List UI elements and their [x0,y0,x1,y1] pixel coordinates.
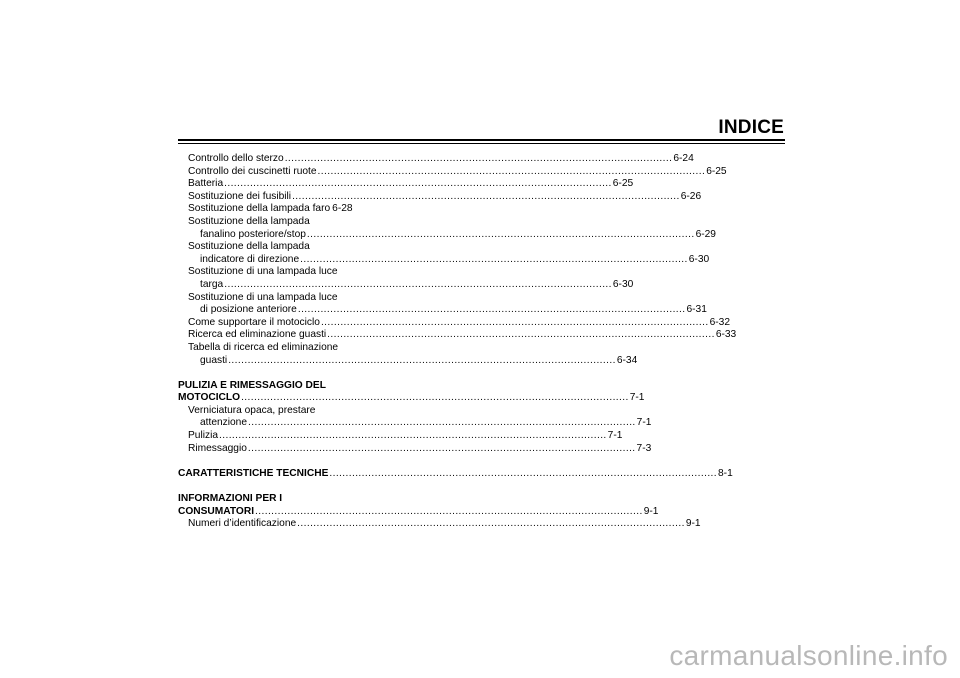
toc-entry-identificazione[interactable]: Numeri d’identificazione ........................................................................................................................ 9-1 [188,518,701,530]
leader-dots: ........................................................................................................................ [306,228,695,240]
header-rule-thick [178,139,785,141]
leader-dots: ........................................................................................................................ [255,505,643,517]
toc-entry-targa[interactable]: targa ........................................................................................................................ 6-30 [200,278,634,290]
toc-entry-verniciatura-line1[interactable]: Verniciatura opaca, prestare [188,404,316,416]
page-title: INDICE [718,117,784,138]
spacer [178,455,352,468]
toc-entry-ricerca-guasti[interactable]: Ricerca ed eliminazione guasti ........................................................................................................................ 6-33 [188,329,737,341]
toc-section-pulizia-line1[interactable]: PULIZIA E RIMESSAGGIO DEL [178,379,326,391]
leader-dots: ........................................................................................................................ [317,165,706,177]
toc-section-informazioni-line1[interactable]: INFORMAZIONI PER I [178,493,283,505]
leader-dots: ........................................................................................................................ [248,417,636,429]
toc-entry-posizione-line1[interactable]: Sostituzione di una lampada luce [188,291,338,303]
leader-dots: ........................................................................................................................ [327,329,715,341]
toc-entry-rimessaggio[interactable]: Rimessaggio ........................................................................................................................ 7-3 [188,442,652,454]
leader-dots: ........................................................................................................................ [297,518,685,530]
header-rule-thin [178,143,785,144]
toc-entry-fanalino-line1[interactable]: Sostituzione della lampada [188,215,310,227]
toc-entry-tabella[interactable]: guasti ........................................................................................................................ 6-34 [200,354,638,366]
toc-entry-targa-line1[interactable]: Sostituzione di una lampada luce [188,266,338,278]
leader-dots: ........................................................................................................................ [228,354,616,366]
toc-entry-fanalino[interactable]: fanalino posteriore/stop ........................................................................................................................ 6-29 [200,228,716,240]
leader-dots: ........................................................................................................................ [224,278,612,290]
table-of-contents [178,153,737,531]
toc-entry-cuscinetti-ruote[interactable]: Controllo dei cuscinetti ruote ........................................................................................................................ 6-25 [188,165,727,177]
toc-entry-posizione[interactable]: di posizione anteriore ........................................................................................................................ 6-31 [200,304,707,316]
leader-dots: ........................................................................................................................ [219,430,607,442]
toc-entry-tabella-line1[interactable]: Tabella di ricerca ed eliminazione [188,341,339,353]
toc-entry-pulizia[interactable]: Pulizia ........................................................................................................................ 7-1 [188,430,623,442]
toc-entry-batteria[interactable]: Batteria ........................................................................................................................ 6-25 [188,178,634,190]
toc-entry-fusibili[interactable]: Sostituzione dei fusibili ........................................................................................................................ 6-26 [188,190,702,202]
toc-section-pulizia[interactable]: MOTOCICLO ........................................................................................................................ 7-1 [178,392,645,404]
leader-dots: ........................................................................................................................ [224,178,612,190]
leader-dots: ........................................................................................................................ [284,153,673,164]
leader-dots: ........................................................................................................................ [300,253,688,265]
watermark: carmanualsonline.info [669,640,948,671]
toc-entry-indicatore[interactable]: indicatore di direzione ........................................................................................................................ 6-30 [200,253,710,265]
spacer [178,367,352,380]
leader-dots: ........................................................................................................................ [247,442,636,454]
leader-dots: ........................................................................................................................ [292,190,680,202]
toc-entry-controllo-sterzo[interactable]: Controllo dello sterzo ........................................................................................................................ 6-24 [188,153,694,164]
toc-section-caratteristiche[interactable]: CARATTERISTICHE TECNICHE ........................................................................................................................ 8-1 [178,467,733,479]
leader-dots: ........................................................................................................................ [329,467,718,479]
toc-entry-verniciatura[interactable]: attenzione ........................................................................................................................ 7-1 [200,417,652,429]
leader-dots: ........................................................................................................................ [320,316,709,328]
toc-entry-lampada-faro[interactable]: Sostituzione della lampada faro 6-28 [188,203,353,215]
toc-entry-supportare[interactable]: Come supportare il motociclo ........................................................................................................................ 6-32 [188,316,730,328]
leader-dots: ........................................................................................................................ [297,304,686,316]
toc-entry-indicatore-line1[interactable]: Sostituzione della lampada [188,241,310,253]
toc-section-informazioni[interactable]: CONSUMATORI ........................................................................................................................ 9-1 [178,505,659,517]
leader-dots: ........................................................................................................................ [241,392,629,404]
spacer [178,480,352,493]
